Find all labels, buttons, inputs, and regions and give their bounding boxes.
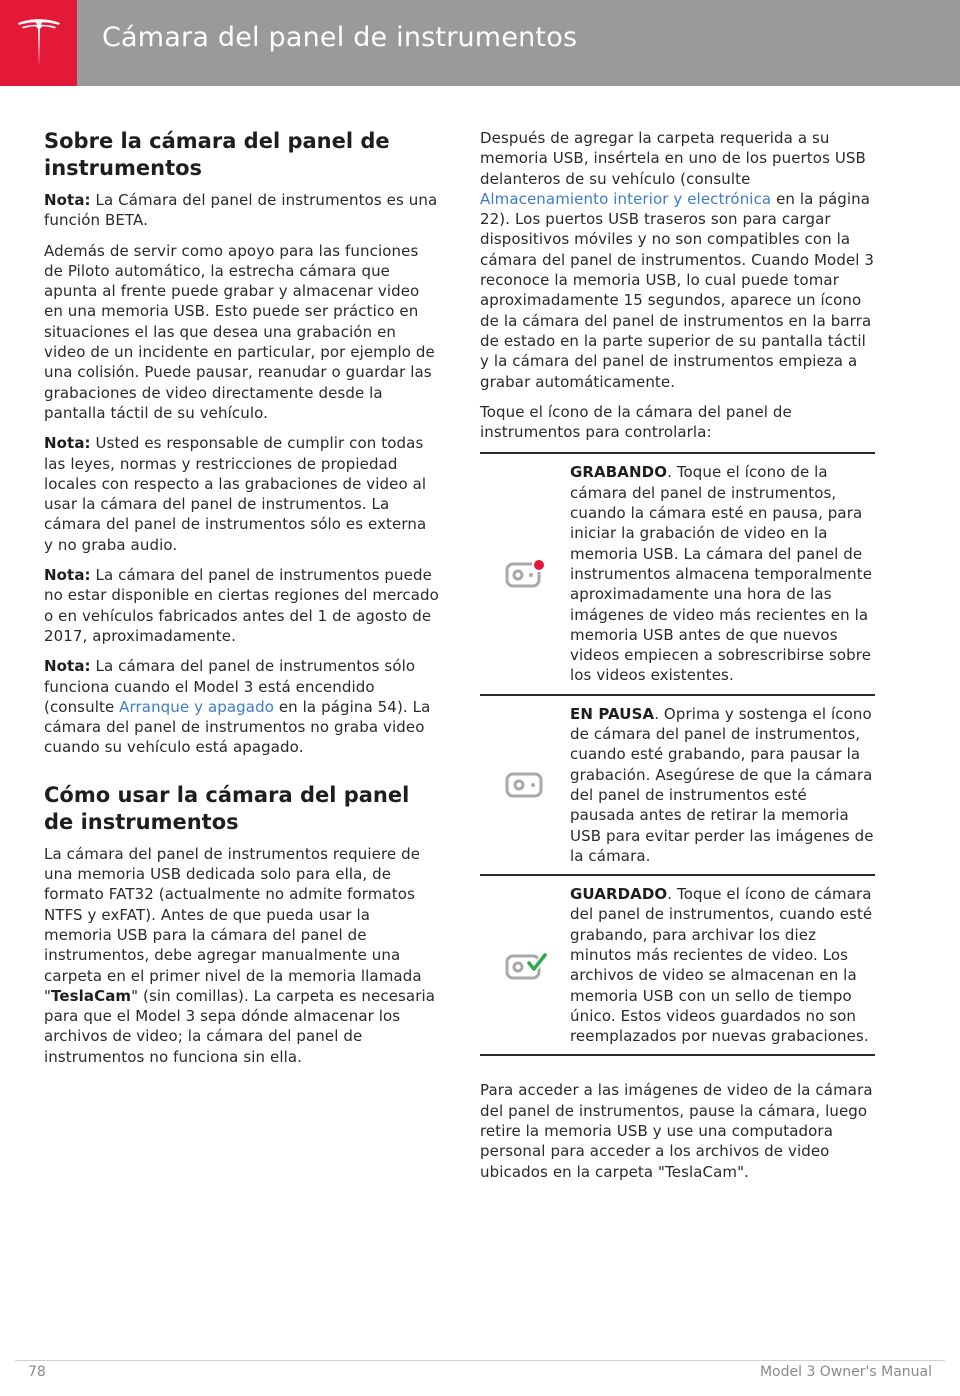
teslacam-folder-name: TeslaCam xyxy=(51,986,132,1005)
section-heading-about: Sobre la cámara del panel de instrumentos xyxy=(44,129,390,180)
note-label: Nota: xyxy=(44,191,91,209)
note-power: Nota: La cámara del panel de instrumentos sólo funciona cuando el Model 3 está encendido (consulte Arranque y apagado en la página 54). La cámara del panel de instrumentos no graba video cuando su vehículo está apagado. xyxy=(44,657,431,757)
note-availability: Nota: La cámara del panel de instrumentos puede no estar disponible en ciertas regiones del mercado o en vehículos fabricados antes del 1 de agosto de 2017, aproximadamente. xyxy=(44,566,439,645)
link-almacenamiento[interactable]: Almacenamiento interior y electrónica xyxy=(480,189,772,208)
note-label: Nota: xyxy=(44,434,91,453)
manual-title: Model 3 Owner's Manual xyxy=(759,1364,932,1380)
tesla-logo xyxy=(0,0,77,86)
status-table xyxy=(480,452,875,1056)
page-number: 78 xyxy=(28,1364,46,1380)
link-arranque-apagado[interactable]: Arranque y apagado xyxy=(119,697,274,716)
status-row-saved xyxy=(480,876,875,1056)
left-column xyxy=(44,128,440,1077)
page-header xyxy=(0,0,960,86)
dashcam-paused-icon xyxy=(501,767,549,803)
page-title: Cámara del panel de instrumentos xyxy=(102,22,578,53)
paragraph-insert-usb: Después de agregar la carpeta requerida a su memoria USB, insértela en uno de los puertos USB delanteros de su vehículo (consulte Almacenamiento interior y electrónica en la página 22). Los puertos USB traseros son para cargar dispositivos móviles y no son compatibles con la cámara del panel de instrumentos. Cuando Model 3 reconoce la memoria USB, lo cual puede tomar aproximadamente 15 segundos, aparece un ícono de la cámara del panel de instrumentos en la barra de estado en la parte superior de su pantalla táctil y la cámara del panel de instrumentos empieza a grabar automáticamente. xyxy=(480,129,875,391)
footer-divider xyxy=(15,1360,945,1361)
paragraph-intro: Además de servir como apoyo para las funciones de Piloto automático, la estrecha cámara que apunta al frente puede grabar y almacenar video en una memoria USB. Esto puede ser práctico en situaciones el las que desea una grabación en video de un incidente en particular, por ejemplo de una colisión. Puede pausar, reanudar o guardar las grabaciones de video directamente desde la pantalla táctil de su vehículo. xyxy=(44,241,435,422)
dashcam-saved-icon xyxy=(501,947,549,983)
note-label: Nota: xyxy=(44,566,91,585)
note-label: Nota: xyxy=(44,657,91,676)
status-desc-saved: . Toque el ícono de cámara del panel de instrumentos, cuando esté grabando, para archivar los diez minutos más recientes de video. Los archivos de video se almacenan en la memoria USB con un sello de tiempo único. Estos videos guardados no son reemplazados por nuevas grabaciones. xyxy=(570,885,873,1046)
status-name-saved: GUARDADO xyxy=(570,885,668,904)
dashcam-recording-icon xyxy=(501,556,549,592)
right-column xyxy=(480,128,875,1192)
note-beta: Nota: La Cámara del panel de instrumentos es una función BETA. xyxy=(44,191,438,230)
tesla-t-icon xyxy=(16,17,62,69)
status-row-paused xyxy=(480,696,875,876)
paragraph-access-footage: Para acceder a las imágenes de video de la cámara del panel de instrumentos, pause la cámara, luego retire la memoria USB y use una computadora personal para acceder a los archivos de video ubicados en la carpeta "TeslaCam". xyxy=(480,1081,873,1181)
status-desc-recording: . Toque el ícono de la cámara del panel de instrumentos, cuando la cámara esté en pausa, para iniciar la grabación de video en la memoria USB. La cámara del panel de instrumentos almacena temporalmente aproximadamente una hora de las imágenes de video más recientes en la memoria USB antes de que nuevos videos empiecen a sobrescribirse sobre los videos existentes. xyxy=(570,463,873,685)
note-legal: Nota: Usted es responsable de cumplir con todas las leyes, normas y restricciones de propiedad locales con respecto a las grabaciones de video al usar la cámara del panel de instrumentos. La cámara del panel de instrumentos sólo es externa y no graba audio. xyxy=(44,434,427,554)
status-desc-paused: . Oprima y sostenga el ícono de cámara del panel de instrumentos, cuando esté grabando, para pausar la grabación. Asegúrese de que la cámara del panel de instrumentos esté pausada antes de retirar la memoria USB para evitar perder las imágenes de la cámara. xyxy=(570,704,874,865)
status-name-recording: GRABANDO xyxy=(570,463,668,482)
section-heading-how-to-use: Cómo usar la cámara del panel de instrumentos xyxy=(44,782,410,834)
paragraph-tap-icon: Toque el ícono de la cámara del panel de instrumentos para controlarla: xyxy=(480,402,792,442)
status-name-paused: EN PAUSA xyxy=(570,704,655,723)
paragraph-usb-requirements: La cámara del panel de instrumentos requiere de una memoria USB dedicada solo para ella, de formato FAT32 (actualmente no admite formatos NTFS y exFAT). Antes de que pueda usar la memoria USB para la cámara del panel de instrumentos, debe agregar manualmente una carpeta en el primer nivel de la memoria llamada "TeslaCam" (sin comillas). La carpeta es necesaria para que el Model 3 sepa dónde almacenar los archivos de video; la cámara del panel de instrumentos no funciona sin ella. xyxy=(44,844,436,1066)
status-row-recording xyxy=(480,454,875,695)
